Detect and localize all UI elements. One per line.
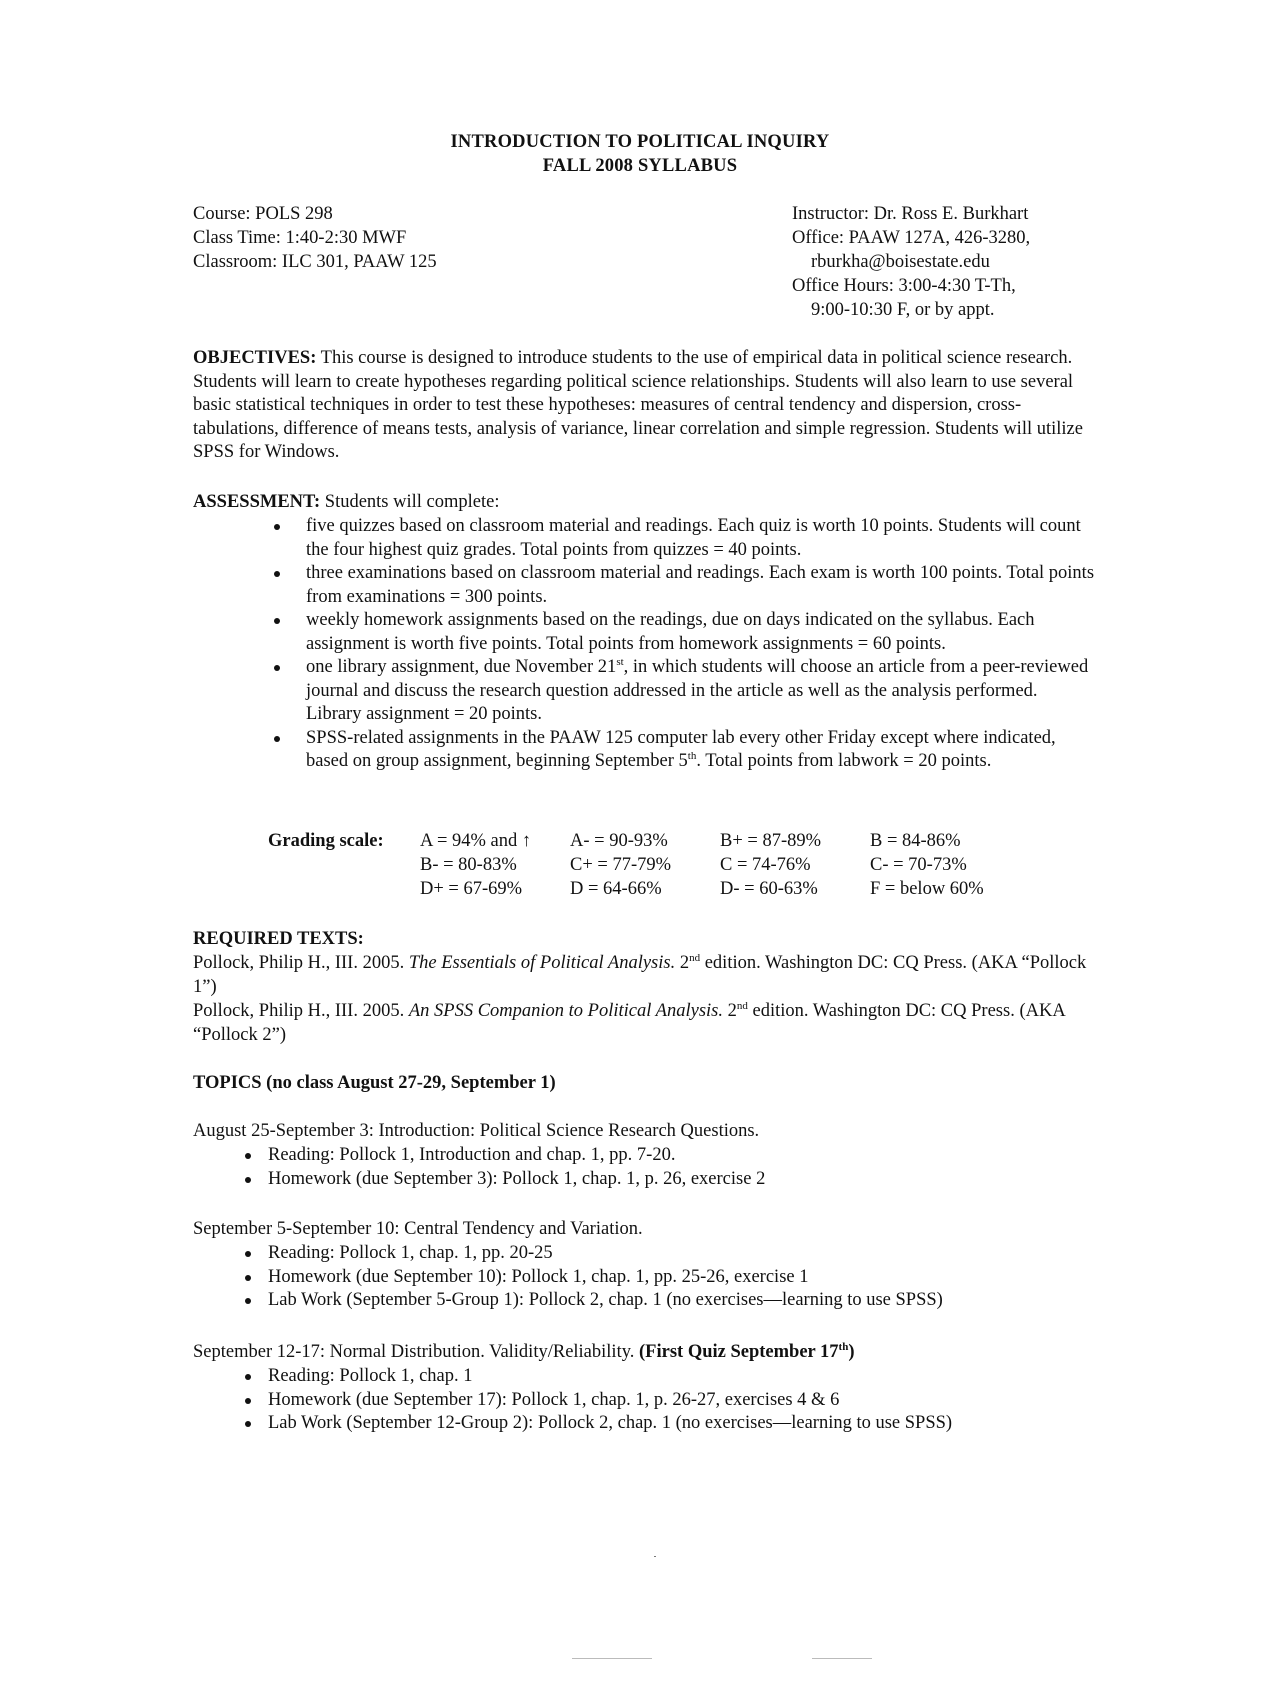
quiz-note: (First Quiz September 17 xyxy=(639,1342,839,1362)
scan-speck xyxy=(572,1658,652,1659)
topics-heading: TOPICS (no class August 27-29, September 1) xyxy=(193,1073,556,1093)
bullet-icon xyxy=(274,736,280,742)
grade-cell: B+ = 87-89% xyxy=(720,831,822,851)
week-title: September 5-September 10: Central Tendency and Variation. xyxy=(193,1219,643,1239)
document-title: INTRODUCTION TO POLITICAL INQUIRY xyxy=(450,132,830,152)
bullet-icon xyxy=(245,1374,251,1380)
instructor-email[interactable]: rburkha@boisestate.edu xyxy=(811,252,990,272)
bullet-icon xyxy=(245,1298,251,1304)
week-items xyxy=(268,1242,1088,1313)
grade-cell: D = 64-66% xyxy=(570,879,662,899)
week-items xyxy=(268,1144,1088,1191)
office-hours: Office Hours: 3:00-4:30 T-Th, xyxy=(792,276,1016,296)
classroom: Classroom: ILC 301, PAAW 125 xyxy=(193,252,437,272)
course-code: Course: POLS 298 xyxy=(193,204,333,224)
bullet-icon xyxy=(274,618,280,624)
assessment-intro xyxy=(193,491,499,515)
list-item: Homework (due September 3): Pollock 1, chap. 1, p. 26, exercise 2 xyxy=(268,1168,1088,1192)
week-items xyxy=(268,1365,1088,1436)
book-title: The Essentials of Political Analysis. xyxy=(408,953,676,973)
grade-cell: B- = 80-83% xyxy=(420,855,517,875)
objectives-heading: OBJECTIVES: xyxy=(193,348,317,368)
instructor-name: Instructor: Dr. Ross E. Burkhart xyxy=(792,204,1029,224)
list-item: Reading: Pollock 1, Introduction and chap. 1, pp. 7-20. xyxy=(268,1144,1088,1168)
assessment-heading: ASSESSMENT: xyxy=(193,492,321,512)
scan-speck xyxy=(654,1556,656,1557)
assessment-intro-text: Students will complete: xyxy=(320,492,500,512)
grade-cell: F = below 60% xyxy=(870,879,984,899)
bullet-icon xyxy=(245,1421,251,1427)
list-item: Reading: Pollock 1, chap. 1 xyxy=(268,1365,1088,1389)
grade-cell: C- = 70-73% xyxy=(870,855,967,875)
required-text-2: Pollock, Philip H., III. 2005. An SPSS Companion to Political Analysis. 2nd edition. Washington DC: CQ Press. (AKA “Pollock 2”) xyxy=(193,999,1065,1045)
office-location: Office: PAAW 127A, 426-3280, xyxy=(792,228,1031,248)
list-item: Homework (due September 10): Pollock 1, chap. 1, pp. 25-26, exercise 1 xyxy=(268,1266,1088,1290)
grade-cell: D- = 60-63% xyxy=(720,879,818,899)
list-item: one library assignment, due November 21st, in which students will choose an article from a peer-reviewed journal and discuss the research question addressed in the article as well as the analysis performed. Library assignment = 20 points. xyxy=(306,656,1096,727)
grade-cell: B = 84-86% xyxy=(870,831,961,851)
required-texts-heading: REQUIRED TEXTS: xyxy=(193,929,364,949)
grade-cell: C+ = 77-79% xyxy=(570,855,672,875)
grade-cell: D+ = 67-69% xyxy=(420,879,523,899)
grade-cell: A = 94% and ↑ xyxy=(420,831,532,851)
bullet-icon xyxy=(245,1275,251,1281)
book-title: An SPSS Companion to Political Analysis. xyxy=(408,1001,723,1021)
week-title: August 25-September 3: Introduction: Political Science Research Questions. xyxy=(193,1121,760,1141)
class-time: Class Time: 1:40-2:30 MWF xyxy=(193,228,407,248)
list-item: five quizzes based on classroom material and readings. Each quiz is worth 10 points. Students will count the four highest quiz grades. Total points from quizzes = 40 points. xyxy=(306,515,1096,562)
list-item: Homework (due September 17): Pollock 1, chap. 1, p. 26-27, exercises 4 & 6 xyxy=(268,1389,1088,1413)
bullet-icon xyxy=(245,1153,251,1159)
list-item: weekly homework assignments based on the readings, due on days indicated on the syllabus. Each assignment is worth five points. Total points from homework assignments = 60 points. xyxy=(306,609,1096,656)
bullet-icon xyxy=(274,665,280,671)
week-title: September 12-17: Normal Distribution. Validity/Reliability. (First Quiz September 17th) xyxy=(193,1340,855,1362)
grade-cell: C = 74-76% xyxy=(720,855,811,875)
bullet-icon xyxy=(245,1398,251,1404)
list-item: SPSS-related assignments in the PAAW 125 computer lab every other Friday except where indicated, based on group assignment, beginning September 5th. Total points from labwork = 20 points. xyxy=(306,727,1096,774)
list-item: Lab Work (September 5-Group 1): Pollock 2, chap. 1 (no exercises—learning to use SPSS) xyxy=(268,1289,1088,1313)
list-item: Lab Work (September 12-Group 2): Pollock 2, chap. 1 (no exercises—learning to use SPSS) xyxy=(268,1412,1088,1436)
assessment-list xyxy=(306,515,1096,774)
grade-cell: A- = 90-93% xyxy=(570,831,668,851)
objectives-text: This course is designed to introduce students to the use of empirical data in political science research. Students will learn to create hypotheses regarding political science relationships. Students will also learn to use several basic statistical techniques in order to test these hypotheses: measures of central tendency and dispersion, cross-tabulations, difference of means tests, analysis of variance, linear correlation and simple regression. Students will utilize SPSS for Windows. xyxy=(193,348,1083,462)
objectives-section xyxy=(193,347,1093,465)
required-text-1: Pollock, Philip H., III. 2005. The Essentials of Political Analysis. 2nd edition. Washington DC: CQ Press. (AKA “Pollock 1”) xyxy=(193,951,1087,997)
scan-speck xyxy=(812,1658,872,1659)
bullet-icon xyxy=(245,1251,251,1257)
grading-scale-label: Grading scale: xyxy=(268,831,384,851)
list-item: three examinations based on classroom material and readings. Each exam is worth 100 points. Total points from examinations = 300 points. xyxy=(306,562,1096,609)
bullet-icon xyxy=(245,1177,251,1183)
document-subtitle: FALL 2008 SYLLABUS xyxy=(542,156,738,176)
list-item: Reading: Pollock 1, chap. 1, pp. 20-25 xyxy=(268,1242,1088,1266)
office-hours-friday: 9:00-10:30 F, or by appt. xyxy=(811,300,995,320)
bullet-icon xyxy=(274,571,280,577)
bullet-icon xyxy=(274,524,280,530)
